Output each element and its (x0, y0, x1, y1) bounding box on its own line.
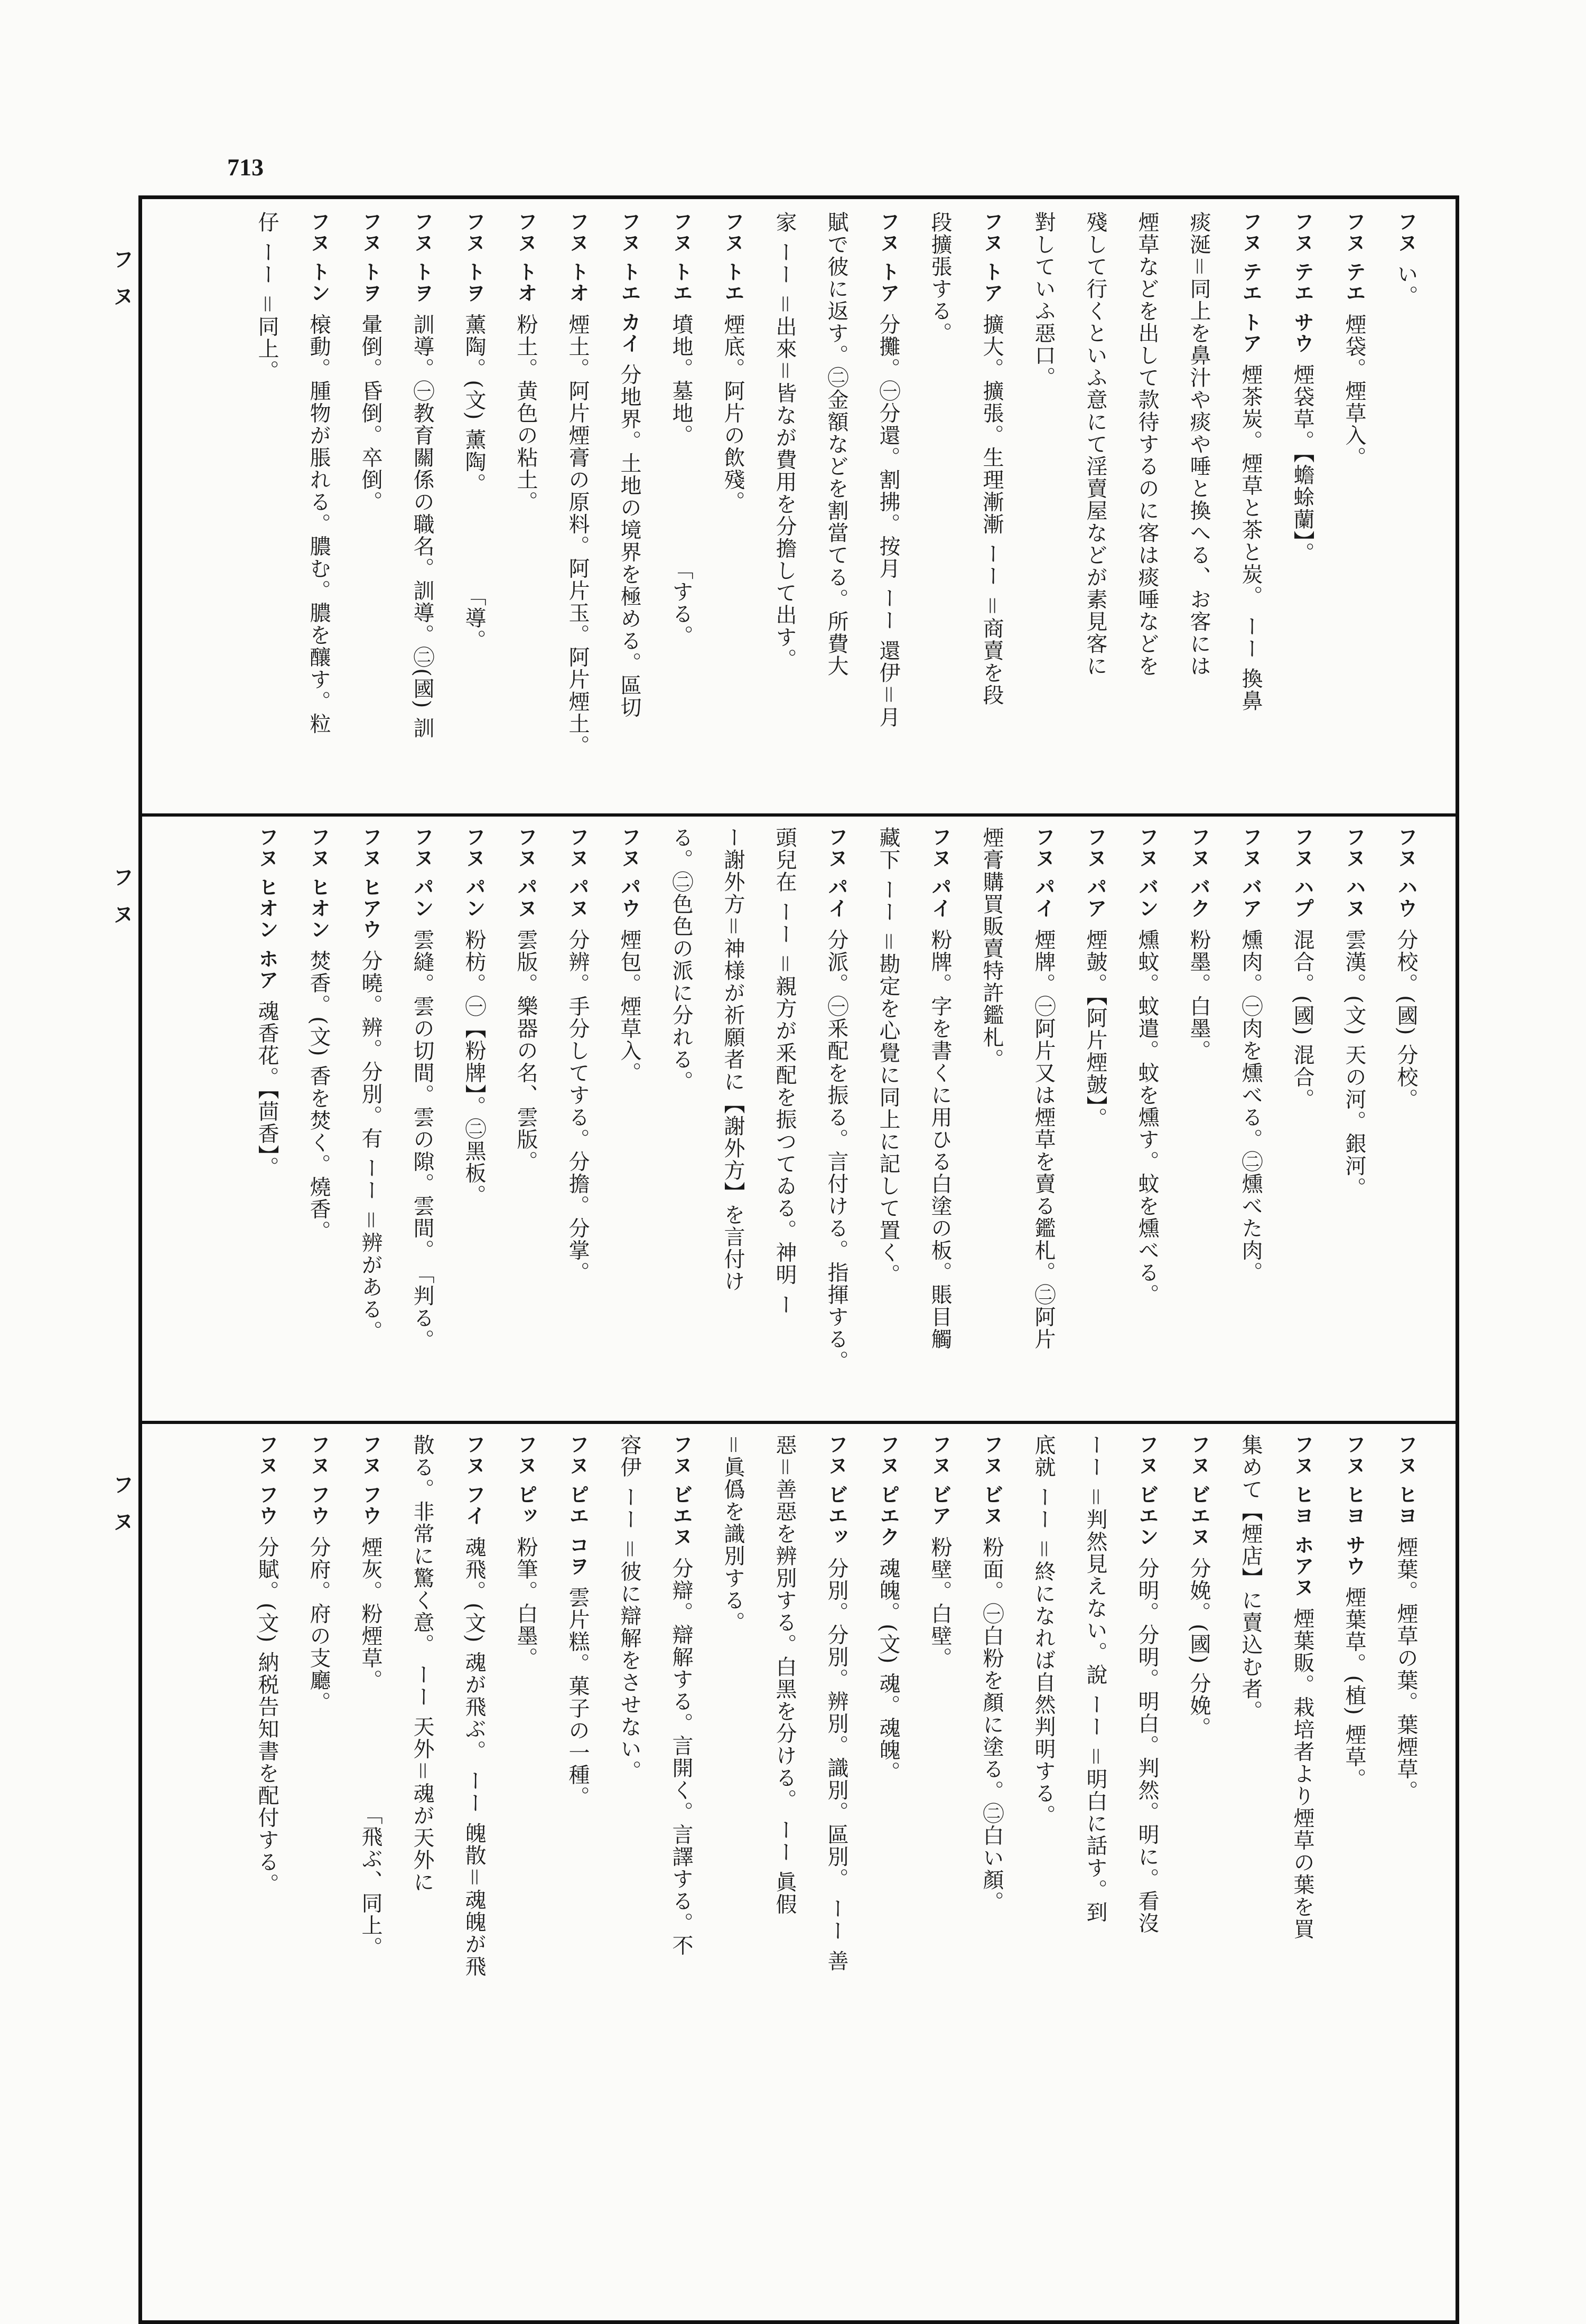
entry-definition: 煙草などを出して款待するのに客は痰唾などを (1135, 211, 1159, 677)
entry-headword: フヌ フウ (359, 1434, 382, 1527)
dictionary-entry (1173, 1434, 1225, 2010)
entry-headword: フヌ テエ サウ (1291, 211, 1314, 354)
dictionary-entry (707, 1434, 759, 2010)
dictionary-entry (344, 211, 396, 803)
dictionary-entry (396, 1434, 448, 2010)
entry-headword: フヌ テエ トア (1239, 211, 1262, 354)
entry-definition: 煙葉販。栽培者より煙草の葉を買 (1290, 1607, 1314, 1941)
entry-definition: 分娩。(國) 分娩。 (1187, 1557, 1211, 1739)
entry-definition: 煙牌。㊀阿片又は煙草を賣る鑑札。㊁阿片 (1031, 929, 1056, 1351)
dictionary-entry (396, 827, 448, 1410)
dictionary-entry (810, 211, 862, 803)
dictionary-entry (759, 1434, 810, 2010)
entry-definition: 墳地。墓地。 「する。 (669, 313, 693, 648)
entry-definition: 粉牌。字を書くに用ひる白塗の板。賬目觸 (928, 929, 952, 1351)
dictionary-entry (810, 827, 862, 1410)
entry-definition: 對していふ惡口。 (1031, 211, 1056, 389)
dictionary-entry (862, 211, 914, 803)
entry-definition: 榱動。腫物が脹れる。膿む。膿を釀す。粒 (306, 313, 331, 735)
entry-headword: フヌ ビエヌ (669, 1434, 693, 1548)
dictionary-entry (603, 827, 655, 1410)
dictionary-entry (810, 1434, 862, 2010)
entry-headword: フヌ パン (411, 827, 434, 920)
entry-definition: 痰涎＝同上を鼻汁や痰や唾と換へる、お客には (1187, 211, 1211, 677)
dictionary-entry (966, 1434, 1018, 2010)
entry-headword: フヌ フイ (462, 1434, 486, 1527)
entry-definition: 惡＝善惡を辨別する。白黑を分ける。 ーー 眞假 (772, 1434, 797, 1916)
entry-definition: 粉筆。白墨。 (514, 1536, 538, 1670)
entry-definition: 燻肉。㊀肉を燻べる。㊁燻べた肉。 (1238, 929, 1263, 1284)
dictionary-entry (344, 827, 396, 1410)
entry-headword: フヌ ビエヌ (1187, 1434, 1210, 1548)
entry-definition: ー謝外方＝神様が祈願者に【謝外方】を言付け (721, 827, 745, 1292)
dictionary-band-bottom (158, 1434, 1432, 2010)
entry-headword: フヌ ヒヨ (1394, 1434, 1417, 1527)
entry-definition: 魂飛。(文) 魂が飛ぶ。 ーー 魄散＝魂魄が飛 (462, 1536, 486, 1978)
dictionary-entry (448, 827, 500, 1410)
entry-headword: フヌ パヌ (566, 827, 589, 920)
entry-headword: フヌ トエ カイ (618, 211, 641, 354)
dictionary-entry (1328, 1434, 1380, 2010)
side-label-middle: フヌ (109, 866, 134, 940)
dictionary-entry (1121, 1434, 1173, 2010)
entry-definition: 燻蚊。蚊遣。蚊を燻す。蚊を燻べる。 (1135, 929, 1159, 1306)
entry-definition: 分辨。手分してする。分擔。分掌。 (565, 929, 590, 1284)
entry-definition: 賦で彼に返す。㊁金額などを割當てる。所費大 (824, 211, 848, 677)
dictionary-entry (1225, 1434, 1276, 2010)
entry-headword: フヌ バア (1239, 827, 1262, 920)
dictionary-entry (1380, 211, 1432, 803)
section-divider-1 (138, 813, 1459, 817)
entry-definition: 煙皷。【阿片煙皷】。 (1083, 929, 1107, 1130)
dictionary-entry (707, 211, 759, 803)
entry-definition: 混合。(國) 混合。 (1290, 929, 1314, 1111)
dictionary-entry (1380, 827, 1432, 1410)
entry-headword: フヌ トヲ (411, 211, 434, 304)
dictionary-entry (552, 827, 603, 1410)
dictionary-entry (1069, 1434, 1121, 2010)
entry-definition: る。㊁色色の派に分れる。 (669, 827, 693, 1093)
dictionary-entry (914, 1434, 966, 2010)
entry-definition: 煙灰。粉煙草。 「飛ぶ、同上。 (358, 1536, 382, 1959)
dictionary-entry (759, 827, 810, 1410)
entry-definition: 殘して行くといふ意にて淫賣屋などが素見客に (1083, 211, 1107, 677)
dictionary-entry (552, 211, 603, 803)
page-number: 713 (227, 154, 264, 181)
entry-headword: フヌ ヒオン (307, 827, 330, 941)
dictionary-entry (655, 211, 707, 803)
entry-definition: 粉土。黄色の粘土。 (514, 313, 538, 513)
entry-headword: フヌ トエ (721, 211, 744, 304)
dictionary-entry (707, 827, 759, 1410)
entry-definition: 集めて【煙店】に賣込む者。 (1238, 1434, 1263, 1722)
entry-headword: フヌ ヒヨ ホアヌ (1291, 1434, 1314, 1598)
entry-headword: フヌ ビヌ (980, 1434, 1003, 1527)
entry-definition: 粉面。㊀白粉を顏に塗る。㊁白い顏。 (979, 1536, 1004, 1914)
dictionary-entry (603, 1434, 655, 2010)
side-label-bottom: フヌ (109, 1474, 134, 1548)
dictionary-entry (1018, 211, 1069, 803)
entry-headword: フヌ パア (1084, 827, 1107, 920)
dictionary-entry (603, 211, 655, 803)
dictionary-entry (1173, 211, 1225, 803)
dictionary-entry (862, 827, 914, 1410)
entry-headword: フヌ フウ (307, 1434, 330, 1527)
entry-definition: 煙包。煙草入。 (617, 929, 641, 1084)
entry-headword: フヌ パウ (618, 827, 641, 920)
dictionary-entry (1276, 827, 1328, 1410)
entry-headword: フヌ ピッ (514, 1434, 537, 1527)
entry-headword: フヌ トア (980, 211, 1003, 304)
entry-definition: 散る。非常に驚く意。 ーー 天外＝魂が天外に (410, 1434, 434, 1894)
dictionary-entry (1276, 211, 1328, 803)
entry-definition: 煙袋。煙草入。 (1342, 313, 1366, 469)
dictionary-entry (293, 1434, 344, 2010)
entry-headword: フヌ トヲ (359, 211, 382, 304)
dictionary-entry (1018, 827, 1069, 1410)
dictionary-entry (655, 1434, 707, 2010)
dictionary-entry (1121, 827, 1173, 1410)
entry-definition: 魂香花。【茴香】。 (255, 1000, 279, 1179)
dictionary-entry (344, 1434, 396, 2010)
dictionary-entry (241, 211, 293, 803)
dictionary-entry (293, 211, 344, 803)
entry-headword: フヌ トエ (669, 211, 693, 304)
dictionary-entry (759, 211, 810, 803)
entry-headword: フヌ バン (1135, 827, 1159, 920)
dictionary-entry (1225, 827, 1276, 1410)
entry-headword: フヌ ビア (928, 1434, 951, 1527)
entry-definition: 分攤。㊀分還。割拂。按月 ーー 還伊＝月 (876, 313, 900, 728)
dictionary-entry (552, 1434, 603, 2010)
entry-definition: 煙膏購買販賣特許鑑札。 (979, 827, 1004, 1071)
side-label-top: フヌ (109, 248, 134, 322)
entry-definition: 煙底。阿片の飲殘。 (721, 313, 745, 513)
entry-headword: フヌ ビエン (1135, 1434, 1159, 1548)
entry-headword: フヌ ヒヨ サウ (1342, 1434, 1366, 1577)
entry-definition: ＝眞僞を識別する。 (721, 1434, 745, 1634)
entry-definition: 煙葉。煙草の葉。葉煙草。 (1394, 1536, 1418, 1803)
entry-headword: フヌ ビエッ (825, 1434, 848, 1548)
entry-definition: 雲片糕。菓子の一種。 (565, 1586, 590, 1808)
dictionary-entry (396, 211, 448, 803)
entry-definition: 雲縫。雲の切間。雲の隙。雲間。 「判る。 (410, 929, 434, 1352)
entry-headword: フヌ トオ (514, 211, 537, 304)
dictionary-entry (241, 827, 293, 1410)
entry-definition: 訓導。㊀教育關係の職名。訓導。㊁(國) 訓 (410, 313, 434, 739)
entry-headword: フヌ ハウ (1394, 827, 1417, 920)
dictionary-band-middle (158, 827, 1432, 1410)
entry-definition: 分賦。(文) 納税告知書を配付する。 (255, 1536, 279, 1896)
entry-headword: フヌ テエ (1342, 211, 1366, 304)
entry-headword: フヌ パイ (825, 827, 848, 920)
entry-definition: い。 (1394, 263, 1418, 307)
dictionary-entry (1276, 1434, 1328, 2010)
entry-definition: 分校。(國) 分校。 (1394, 929, 1418, 1111)
dictionary-entry (293, 827, 344, 1410)
entry-headword: フヌ パイ (928, 827, 951, 920)
dictionary-entry (241, 1434, 293, 2010)
entry-headword: フヌ ヒアウ (359, 827, 382, 941)
dictionary-entry (500, 211, 552, 803)
entry-headword: フヌ ピエク (876, 1434, 900, 1548)
entry-headword: フヌ パヌ (514, 827, 537, 920)
entry-definition: 粉枋。㊀【粉牌】。㊁黑板。 (462, 929, 486, 1207)
entry-definition: 煙袋草。【蟾蜍蘭】。 (1290, 363, 1314, 565)
dictionary-entry (1069, 211, 1121, 803)
entry-definition: 煙茶炭。煙草と茶と炭。 ーー 換鼻 (1238, 363, 1263, 712)
entry-headword: フヌ (1394, 211, 1417, 254)
entry-definition: 分地界。土地の境界を極める。區切 (617, 363, 641, 719)
entry-definition: 底就 ーー ＝終になれば自然判明する。 (1031, 1434, 1056, 1827)
dictionary-entry (655, 827, 707, 1410)
dictionary-entry (1225, 211, 1276, 803)
entry-headword: フヌ トン (307, 211, 330, 304)
entry-headword: フヌ バク (1187, 827, 1210, 920)
entry-headword: フヌ トオ (566, 211, 589, 304)
entry-headword: フヌ トヲ (462, 211, 486, 304)
entry-definition: 雲版。樂器の名、雲版。 (514, 929, 538, 1173)
dictionary-band-top (158, 211, 1432, 803)
entry-definition: 藏下 ーー ＝勘定を心覺に同上に記して置く。 (876, 827, 900, 1286)
entry-headword: フヌ パイ (1032, 827, 1055, 920)
section-divider-2 (138, 1421, 1459, 1424)
dictionary-entry (862, 1434, 914, 2010)
entry-definition: 分派。㊀釆配を振る。言付ける。指揮する。 (824, 929, 848, 1373)
entry-definition: 分曉。辨。分別。有 ーー ＝辨がある。 (358, 950, 382, 1343)
entry-definition: ーー ＝判然見えない。說 ーー ＝明白に話す。到 (1083, 1434, 1107, 1924)
dictionary-entry (914, 211, 966, 803)
dictionary-entry (1121, 211, 1173, 803)
entry-definition: 分府。府の支廳。 (306, 1536, 331, 1714)
dictionary-entry (1328, 211, 1380, 803)
entry-definition: 頭兒在 ーー ＝親方が釆配を振つてゐる。神明 ー (772, 827, 797, 1316)
entry-definition: 分辯。辯解する。言開く。言譯する。不 (669, 1557, 693, 1957)
dictionary-entry (448, 211, 500, 803)
dictionary-entry (500, 827, 552, 1410)
entry-definition: 粉墨。白墨。 (1187, 929, 1211, 1062)
entry-headword: フヌ ハヌ (1342, 827, 1366, 920)
dictionary-entry (1173, 827, 1225, 1410)
entry-definition: 煙土。阿片煙膏の原料。阿片玉。阿片煙土。 (565, 313, 590, 757)
entry-definition: 魂魄。(文) 魂。魂魄。 (876, 1557, 900, 1784)
entry-headword: フヌ ハプ (1291, 827, 1314, 920)
entry-definition: 分別。分別。辨別。識別。區別。 ーー 善 (824, 1557, 848, 1972)
entry-definition: 雲漢。(文) 天の河。銀河。 (1342, 929, 1366, 1200)
entry-definition: 粉壁。白壁。 (928, 1536, 952, 1670)
entry-definition: 家 ーー ＝出來＝皆なが費用を分擔して出す。 (772, 211, 797, 671)
entry-definition: 容伊 ーー ＝彼に辯解をさせない。 (617, 1434, 641, 1783)
dictionary-entry (1380, 1434, 1432, 2010)
entry-definition: 焚香。(文) 香を焚く。燒香。 (306, 950, 331, 1243)
entry-headword: フヌ フウ (255, 1434, 278, 1527)
entry-headword: フヌ ピエ コヲ (566, 1434, 589, 1577)
entry-definition: 分明。分明。明白。判然。明に。看沒 (1135, 1557, 1159, 1935)
entry-definition: 段擴張する。 (928, 211, 952, 344)
entry-headword: フヌ トア (876, 211, 900, 304)
dictionary-entry (966, 827, 1018, 1410)
entry-definition: 仔 ーー ＝同上。 (255, 211, 279, 382)
entry-definition: 薰陶。(文) 薰陶。 「導。 (462, 313, 486, 652)
dictionary-entry (500, 1434, 552, 2010)
entry-definition: 暈倒。昏倒。卒倒。 (358, 313, 382, 513)
dictionary-entry (448, 1434, 500, 2010)
dictionary-entry (1018, 1434, 1069, 2010)
dictionary-entry (1069, 827, 1121, 1410)
entry-definition: 煙葉草。(植) 煙草。 (1342, 1586, 1366, 1791)
entry-definition: 擴大。擴張。生理漸漸 ーー ＝商賣を段 (979, 313, 1004, 706)
dictionary-entry (914, 827, 966, 1410)
dictionary-entry (966, 211, 1018, 803)
dictionary-entry (1328, 827, 1380, 1410)
entry-headword: フヌ ヒオン ホア (255, 827, 278, 991)
entry-headword: フヌ パン (462, 827, 486, 920)
